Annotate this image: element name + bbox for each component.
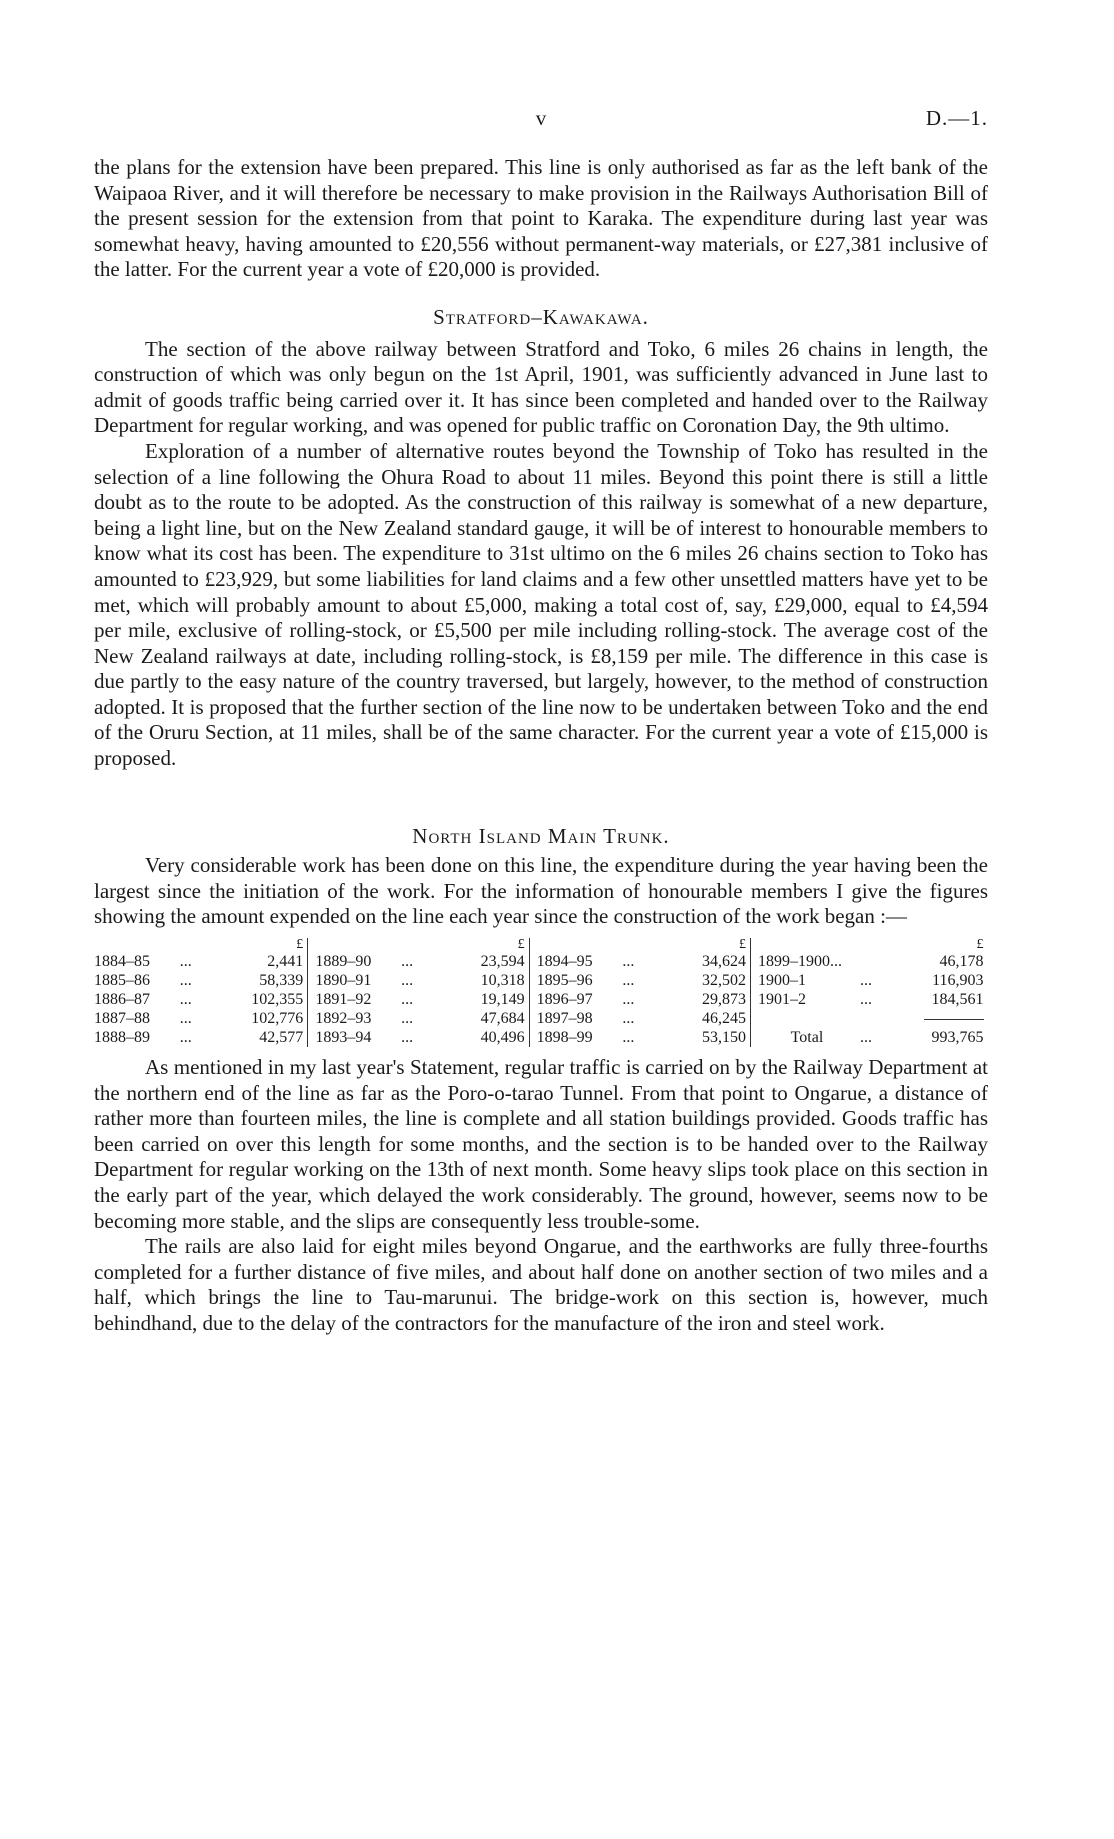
leader-dots: ... (401, 972, 414, 990)
amount-cell: 116,903 (932, 972, 984, 990)
year-cell: 1892–93 (315, 1010, 372, 1028)
page-body (94, 155, 988, 1337)
year-cell: 1900–1 (757, 972, 806, 990)
year-cell: 1901–2 (757, 991, 806, 1009)
leader-dots: ... (859, 972, 872, 990)
year-cell: 1884–85 (94, 953, 150, 971)
nimt-paragraph-1: Very considerable work has been done on this line, the expenditure during the year having been the largest since the initiation of the work. For the information of honourable members I give the figures showing the amount expended on the line each year since the construction of the work began :— (94, 853, 988, 929)
nimt-paragraph-2: As mentioned in my last year's Statement, regular traffic is carried on by the Railway Department at the northern end of the line as far as the Poro-o-tarao Tunnel. From that point to Ongarue, a distance of rather more than fourteen miles, the line is complete and all station buildings provided. Goods traffic has been carried on over this length for some months, and the section is to be handed over to the Railway Department for regular working on the 13th of next month. Some heavy slips took place on this section in the early part of the year, which delayed the work considerably. The ground, however, seems now to be becoming more stable, and the slips are consequently less trouble-some. (94, 1055, 988, 1233)
currency-symbol: £ (217, 938, 308, 952)
year-cell: 1890–91 (315, 972, 372, 990)
nimt-heading: North Island Main Trunk. (412, 823, 670, 848)
amount-cell: 58,339 (217, 971, 308, 990)
year-cell: 1893–94 (315, 1029, 372, 1047)
currency-symbol: £ (976, 937, 984, 953)
leader-dots: ... (401, 1029, 414, 1047)
amount-cell: 2,441 (217, 952, 308, 971)
leader-dots: ... (401, 953, 414, 971)
year-cell: 1887–88 (94, 1010, 150, 1028)
total-rule (897, 1009, 987, 1028)
table-row (94, 1009, 988, 1028)
table-row (94, 971, 988, 990)
leader-dots: ... (179, 1029, 192, 1047)
document-reference: D.—1. (925, 106, 988, 130)
amount-cell: 184,561 (931, 991, 984, 1009)
stratford-paragraph-2: Exploration of a number of alternative routes beyond the Township of Toko has resulted in the selection of a line following the Ohura Road to about 11 miles. Beyond this point there is still a little doubt as to the route to be adopted. As the construction of this railway is somewhat of a new departure, being a light line, but on the New Zealand standard gauge, it will be of interest to honourable members to know what its cost has been. The expenditure to 31st ultimo on the 6 miles 26 chains section to Toko has amounted to £23,929, but some liabilities for land claims and a few other unsettled matters have yet to be met, which will probably amount to about £5,000, making a total cost of, say, £29,000, equal to £4,594 per mile, exclusive of rolling-stock, or £5,500 per mile including rolling-stock. The average cost of the New Zealand railways at date, including rolling-stock, is £8,159 per mile. The difference in this case is due partly to the easy nature of the country traversed, but largely, however, to the method of construction adopted. It is proposed that the further section of the line now to be undertaken between Toko and the end of the Oruru Section, at 11 miles, shall be of the same character. For the current year a vote of £15,000 is proposed. (94, 438, 988, 771)
amount-cell: 34,624 (659, 952, 750, 971)
currency-symbol: £ (659, 938, 750, 952)
year-cell: 1891–92 (315, 991, 372, 1009)
year-cell: 1888–89 (94, 1029, 150, 1047)
leader-dots: ... (622, 1029, 635, 1047)
amount-cell: 29,873 (659, 990, 750, 1009)
amount-cell: 23,594 (438, 952, 529, 971)
nimt-paragraph-3: The rails are also laid for eight miles beyond Ongarue, and the earthworks are fully three-fourths completed for a further distance of five miles, and about half done on another section of two miles and a half, which brings the line to Tau-marunui. The bridge-work on this section is, however, much behindhand, due to the delay of the contractors for the manufacture of the iron and steel work. (94, 1234, 988, 1335)
leader-dots: ... (859, 1029, 872, 1047)
leader-dots: ... (622, 972, 635, 990)
leader-dots: ... (179, 1010, 192, 1028)
year-cell: 1898–99 (536, 1029, 593, 1047)
leader-dots: ... (622, 1010, 635, 1028)
table-row (94, 952, 988, 971)
amount-cell: 32,502 (659, 971, 750, 990)
year-cell: 1895–96 (536, 972, 593, 990)
stratford-paragraph-1: The section of the above railway between Stratford and Toko, 6 miles 26 chains in length, the construction of which was only begun on the 1st April, 1901, was sufficiently advanced in June last to admit of goods traffic being carried over it. It has since been completed and handed over to the Railway Department for regular working, and was opened for public traffic on Coronation Day, the 9th ultimo. (94, 336, 988, 438)
year-cell: 1897–98 (536, 1010, 593, 1028)
amount-cell: 102,776 (217, 1009, 308, 1028)
amount-cell: 46,178 (939, 953, 984, 971)
total-label: Total (790, 1029, 824, 1047)
leader-dots: ... (401, 991, 414, 1009)
year-cell: 1899–1900... (757, 953, 842, 971)
year-cell: 1886–87 (94, 991, 150, 1009)
amount-cell: 40,496 (438, 1028, 529, 1047)
year-cell: 1894–95 (536, 953, 593, 971)
year-cell: 1896–97 (536, 991, 593, 1009)
leader-dots: ... (179, 991, 192, 1009)
year-cell: 1885–86 (94, 972, 150, 990)
leader-dots: ... (622, 953, 635, 971)
page-header (94, 106, 988, 134)
amount-cell: 102,355 (217, 990, 308, 1009)
currency-row (94, 938, 988, 952)
year-cell: 1889–90 (315, 953, 372, 971)
table-row (94, 1028, 988, 1047)
leader-dots: ... (179, 953, 192, 971)
leader-dots: ... (622, 991, 635, 1009)
amount-cell: 46,245 (659, 1009, 750, 1028)
stratford-heading: Stratford–Kawakawa. (433, 304, 649, 329)
amount-cell: 10,318 (438, 971, 529, 990)
table-row (94, 990, 988, 1009)
intro-paragraph: the plans for the extension have been prepared. This line is only authorised as far as the left bank of the Waipaoa River, and it will therefore be necessary to make provision in the Railways Authorisation Bill of the present session for the extension from that point to Karaka. The expenditure during last year was somewhat heavy, having amounted to £20,556 without permanent-way materials, or £27,381 inclusive of the latter. For the current year a vote of £20,000 is provided. (94, 155, 988, 282)
page-number: v (535, 106, 547, 130)
amount-cell: 42,577 (217, 1028, 308, 1047)
expenditure-table (94, 938, 988, 1047)
currency-symbol: £ (438, 938, 529, 952)
total-amount: 993,765 (931, 1029, 984, 1047)
amount-cell: 47,684 (438, 1009, 529, 1028)
leader-dots: ... (859, 991, 872, 1009)
leader-dots: ... (179, 972, 192, 990)
amount-cell: 53,150 (659, 1028, 750, 1047)
leader-dots: ... (401, 1010, 414, 1028)
amount-cell: 19,149 (438, 990, 529, 1009)
